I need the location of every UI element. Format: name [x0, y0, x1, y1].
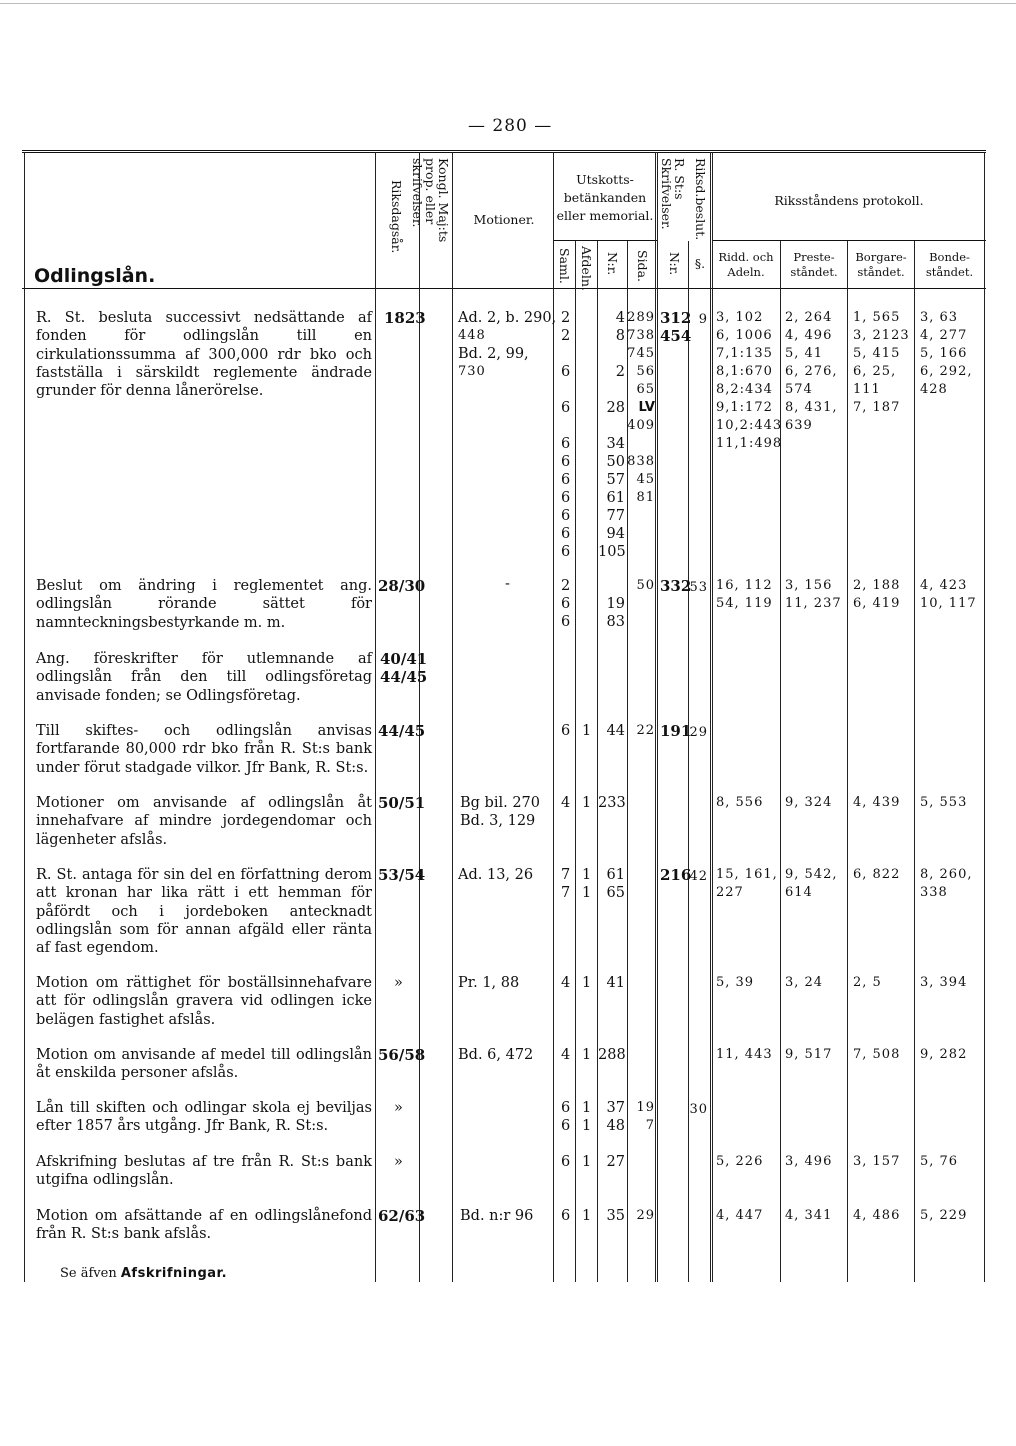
rst-nr-cell: 191 — [660, 722, 692, 740]
saml-cell: 6 — [561, 526, 571, 542]
entry-year: 62/63 — [378, 1207, 426, 1225]
nr-cell: 65 — [606, 885, 625, 901]
nr-cell: 34 — [606, 436, 625, 452]
sida-cell: 45 — [636, 472, 655, 487]
header-bonde2: ståndet. — [925, 265, 974, 279]
afdeln-cell: 1 — [582, 1047, 592, 1063]
header-sub-rule-utskotts — [553, 240, 657, 241]
header-rst-nr: N:r. — [667, 252, 682, 276]
nr-cell: 4 — [615, 310, 625, 326]
entry-description: Motion om rättighet för boställsinnehafvare att för odlingslån gravera vid odlingen icke belägen fastighet afslås. — [36, 975, 372, 1028]
entry-description: R. St. besluta successivt nedsättande af fonden för odlingslån till en cirkulationssumma af 300,000 rdr bko och fastställa i särskildt reglemente ändrade grunder för denna lånerörelse. — [36, 310, 372, 400]
saml-cell: 6 — [561, 614, 571, 630]
saml-cell: 6 — [561, 454, 571, 470]
col-rule — [780, 241, 781, 1282]
saml-cell: 6 — [561, 1208, 571, 1224]
entry-year: » — [394, 975, 403, 991]
ridd-cell: 10,2:443 — [716, 418, 783, 433]
sida-cell: 19 — [636, 1100, 655, 1115]
saml-cell: 6 — [561, 364, 571, 380]
ridd-cell: 11,1:498 — [716, 436, 783, 451]
prest-cell: 11, 237 — [785, 596, 842, 611]
prest-cell: 9, 517 — [785, 1047, 833, 1062]
nr-cell: 77 — [606, 508, 625, 524]
prest-cell: 2, 264 — [785, 310, 833, 325]
nr-cell: 50 — [606, 454, 625, 470]
header-bottom-rule — [22, 288, 986, 289]
entry-motion: Ad. 2, b. 290, — [458, 310, 557, 326]
ridd-cell: 6, 1006 — [716, 328, 773, 343]
entry-motion: 448 — [458, 328, 486, 343]
header-prest1: Preste- — [793, 250, 835, 264]
entry-year: 50/51 — [378, 794, 426, 812]
bonde-cell: 6, 292, — [920, 364, 973, 379]
sida-cell: 81 — [636, 490, 655, 505]
borg-cell: 1, 565 — [853, 310, 901, 325]
col-rule — [375, 152, 376, 1282]
header-riksdagsar: Riksdagsår. — [389, 180, 404, 254]
ridd-cell: 8,2:434 — [716, 382, 773, 397]
sida-cell: 738 — [627, 328, 655, 343]
para-cell: 53 — [689, 580, 708, 595]
afdeln-cell: 1 — [582, 723, 592, 739]
ridd-cell: 8,1:670 — [716, 364, 773, 379]
prest-cell: 3, 24 — [785, 975, 824, 990]
col-rule — [914, 241, 915, 1282]
saml-cell: 6 — [561, 1100, 571, 1116]
nr-cell: 48 — [606, 1118, 625, 1134]
borg-cell: 5, 415 — [853, 346, 901, 361]
para-cell: 9 — [698, 312, 708, 327]
entry-motion: - — [505, 576, 510, 592]
bonde-cell: 10, 117 — [920, 596, 977, 611]
saml-cell: 6 — [561, 596, 571, 612]
nr-cell: 27 — [606, 1154, 625, 1170]
header-memorial: eller memorial. — [556, 208, 654, 223]
prest-cell: 639 — [785, 418, 813, 433]
header-motioner: Motioner. — [473, 212, 535, 227]
see-also-link[interactable]: Afskrifningar. — [120, 1266, 228, 1281]
entry-motion: Bg bil. 270 — [460, 795, 540, 811]
prest-cell: 6, 276, — [785, 364, 838, 379]
rst-nr-cell: 216 — [660, 866, 692, 884]
entry-motion: Bd. 3, 129 — [460, 813, 536, 829]
entry-year: 1823 — [384, 309, 426, 327]
col-rule — [24, 152, 25, 1282]
borg-cell: 7, 187 — [853, 400, 901, 415]
sida-cell: 289 — [627, 310, 655, 325]
entry-motion: Bd. n:r 96 — [460, 1208, 534, 1224]
saml-cell: 6 — [561, 1118, 571, 1134]
saml-cell: 4 — [561, 975, 571, 991]
borg-cell: 4, 486 — [853, 1208, 901, 1223]
borg-cell: 2, 188 — [853, 578, 901, 593]
sida-cell: 50 — [636, 578, 655, 593]
saml-cell: 2 — [561, 310, 571, 326]
ridd-cell: 227 — [716, 885, 744, 900]
borg-cell: 3, 157 — [853, 1154, 901, 1169]
borg-cell: 6, 419 — [853, 596, 901, 611]
rst-nr-cell: 332 — [660, 577, 692, 595]
nr-cell: 2 — [615, 364, 625, 380]
saml-cell: 7 — [561, 867, 571, 883]
col-rule — [452, 152, 453, 1282]
ridd-cell: 15, 161, — [716, 867, 778, 882]
ridd-cell: 54, 119 — [716, 596, 773, 611]
header-afdeln: Afdeln. — [579, 246, 594, 291]
sida-cell: 838 — [627, 454, 655, 469]
borg-cell: 6, 25, — [853, 364, 897, 379]
ridd-cell: 3, 102 — [716, 310, 764, 325]
entry-description: R. St. antaga för sin del en författning derom att kronan har lika rätt i ett hemman för påfördt och i jordeboken antecknadt odlingslån som för annan afgäld eller ränta af fast egendom. — [36, 867, 372, 957]
para-cell: 29 — [689, 725, 708, 740]
entry-description: Beslut om ändring i reglementet ang. odlingslån rörande sättet för namnteckningsbestyrkande m. m. — [36, 578, 372, 631]
header-prest2: ståndet. — [790, 265, 838, 279]
header-sida: Sida. — [635, 250, 650, 282]
nr-cell: 233 — [598, 795, 626, 811]
nr-cell: 28 — [606, 400, 625, 416]
ridd-cell: 8, 556 — [716, 795, 764, 810]
saml-cell: 6 — [561, 472, 571, 488]
nr-cell: 41 — [606, 975, 625, 991]
sida-cell: 409 — [627, 418, 655, 433]
header-saml: Saml. — [557, 248, 572, 284]
header-borg2: ståndet. — [857, 265, 905, 279]
entry-year: » — [394, 1154, 403, 1170]
ridd-cell: 11, 443 — [716, 1047, 773, 1062]
bonde-cell: 4, 277 — [920, 328, 968, 343]
saml-cell: 2 — [561, 578, 571, 594]
header-riksd: Riksd.beslut. — [693, 158, 708, 241]
entry-description: Motion om anvisande af medel till odlingslån åt enskilda personer afslås. — [36, 1047, 372, 1082]
ridd-cell: 5, 226 — [716, 1154, 764, 1169]
bonde-cell: 5, 553 — [920, 795, 968, 810]
entry-motion: Bd. 6, 472 — [458, 1047, 534, 1063]
see-also-prefix: Se äfven — [60, 1266, 117, 1281]
prest-cell: 614 — [785, 885, 813, 900]
entry-motion: Ad. 13, 26 — [458, 867, 534, 883]
header-top-rule — [22, 150, 986, 153]
see-also — [60, 1266, 227, 1281]
sida-cell: 29 — [636, 1208, 655, 1223]
entry-year: 53/54 — [378, 866, 426, 884]
nr-cell: 35 — [606, 1208, 625, 1224]
afdeln-cell: 1 — [582, 1100, 592, 1116]
header-rst: R. St:s Skrifvelser. — [659, 158, 687, 230]
top-rule — [0, 3, 1016, 4]
ridd-cell: 7,1:135 — [716, 346, 773, 361]
prest-cell: 5, 41 — [785, 346, 824, 361]
rst-nr-cell: 312 — [660, 309, 692, 327]
saml-cell: 6 — [561, 723, 571, 739]
ridd-cell: 5, 39 — [716, 975, 755, 990]
entry-description: Afskrifning beslutas af tre från R. St:s bank utgifna odlingslån. — [36, 1154, 372, 1189]
sida-cell: 56 — [636, 364, 655, 379]
prest-cell: 4, 341 — [785, 1208, 833, 1223]
prest-cell: 3, 156 — [785, 578, 833, 593]
nr-cell: 37 — [606, 1100, 625, 1116]
col-rule — [710, 152, 713, 1282]
saml-cell: 6 — [561, 544, 571, 560]
entry-motion: Bd. 2, 99, — [458, 346, 529, 362]
rst-nr-cell: 454 — [660, 327, 692, 345]
saml-cell: 2 — [561, 328, 571, 344]
para-cell: 30 — [689, 1102, 708, 1117]
header-para: §. — [694, 256, 706, 271]
prest-cell: 3, 496 — [785, 1154, 833, 1169]
header-bonde1: Bonde- — [929, 250, 970, 264]
entry-year: 44/45 — [380, 668, 428, 686]
prest-cell: 9, 324 — [785, 795, 833, 810]
header-utskotts: Utskotts- — [576, 172, 634, 187]
col-rule — [688, 241, 689, 1282]
header-betankanden: betänkanden — [563, 190, 647, 205]
afdeln-cell: 1 — [582, 885, 592, 901]
borg-cell: 3, 2123 — [853, 328, 910, 343]
bonde-cell: 428 — [920, 382, 948, 397]
entry-description: Ang. föreskrifter för utlemnande af odlingslån från den till odlingsföretag anvisade fonden; se Odlingsföretag. — [36, 651, 372, 704]
col-rule — [575, 241, 576, 1282]
bonde-cell: 5, 76 — [920, 1154, 959, 1169]
bonde-cell: 3, 394 — [920, 975, 968, 990]
saml-cell: 6 — [561, 400, 571, 416]
nr-cell: 44 — [606, 723, 625, 739]
borg-cell: 4, 439 — [853, 795, 901, 810]
saml-cell: 6 — [561, 436, 571, 452]
header-sub-rule-prot — [712, 240, 986, 241]
afdeln-cell: 1 — [582, 1208, 592, 1224]
ridd-cell: 9,1:172 — [716, 400, 773, 415]
nr-cell: 8 — [615, 328, 625, 344]
nr-cell: 105 — [598, 544, 626, 560]
nr-cell: 61 — [606, 867, 625, 883]
entry-year: 44/45 — [378, 722, 426, 740]
bonde-cell: 338 — [920, 885, 948, 900]
para-cell: 42 — [689, 869, 708, 884]
borg-cell: 111 — [853, 382, 881, 397]
sida-cell: 65 — [636, 382, 655, 397]
entry-motion: 730 — [458, 364, 486, 379]
borg-cell: 7, 508 — [853, 1047, 901, 1062]
borg-cell: 2, 5 — [853, 975, 882, 990]
bonde-cell: 3, 63 — [920, 310, 959, 325]
nr-cell: 94 — [606, 526, 625, 542]
section-title: Odlingslån. — [34, 265, 156, 287]
header-ridd1: Ridd. och — [718, 250, 774, 264]
col-rule — [847, 241, 848, 1282]
entry-year: » — [394, 1100, 403, 1116]
nr-cell: 61 — [606, 490, 625, 506]
entry-description: Till skiftes- och odlingslån anvisas fortfarande 80,000 rdr bko från R. St:s bank under förut stadgade vilkor. Jfr Bank, R. St:s. — [36, 723, 372, 776]
afdeln-cell: 1 — [582, 867, 592, 883]
header-kongl: Kongl. Maj:ts prop. eller skrifvelser. — [410, 158, 451, 243]
bonde-cell: 5, 166 — [920, 346, 968, 361]
entry-description: Lån till skiften och odlingar skola ej beviljas efter 1857 års utgång. Jfr Bank, R. St:s. — [36, 1100, 372, 1135]
entry-year: 28/30 — [378, 577, 426, 595]
afdeln-cell: 1 — [582, 1154, 592, 1170]
nr-cell: 83 — [606, 614, 625, 630]
saml-cell: 6 — [561, 490, 571, 506]
entry-description: Motion om afsättande af en odlingslånefond från R. St:s bank afslås. — [36, 1208, 372, 1243]
bonde-cell: 4, 423 — [920, 578, 968, 593]
header-nr: N:r. — [605, 252, 620, 276]
sida-cell: 7 — [645, 1118, 655, 1133]
saml-cell: 6 — [561, 508, 571, 524]
sida-cell: 745 — [627, 346, 655, 361]
saml-cell: 7 — [561, 885, 571, 901]
prest-cell: 8, 431, — [785, 400, 838, 415]
header-prot: Riksståndens protokoll. — [774, 193, 924, 208]
bonde-cell: 8, 260, — [920, 867, 973, 882]
saml-cell: 4 — [561, 1047, 571, 1063]
saml-cell: 6 — [561, 1154, 571, 1170]
sida-cell: 22 — [636, 723, 655, 738]
prest-cell: 4, 496 — [785, 328, 833, 343]
entry-year: 40/41 — [380, 650, 428, 668]
bonde-cell: 9, 282 — [920, 1047, 968, 1062]
saml-cell: 4 — [561, 795, 571, 811]
nr-cell: 57 — [606, 472, 625, 488]
entry-motion: Pr. 1, 88 — [458, 975, 520, 991]
nr-cell: 19 — [606, 596, 625, 612]
prest-cell: 574 — [785, 382, 813, 397]
bonde-cell: 5, 229 — [920, 1208, 968, 1223]
entry-year: 56/58 — [378, 1046, 426, 1064]
afdeln-cell: 1 — [582, 795, 592, 811]
borg-cell: 6, 822 — [853, 867, 901, 882]
prest-cell: 9, 542, — [785, 867, 838, 882]
ridd-cell: 16, 112 — [716, 578, 773, 593]
header-ridd2: Adeln. — [727, 265, 765, 279]
afdeln-cell: 1 — [582, 1118, 592, 1134]
ridd-cell: 4, 447 — [716, 1208, 764, 1223]
entry-description: Motioner om anvisande af odlingslån åt innehafvare af mindre jordegendomar och lägenheter afslås. — [36, 795, 372, 848]
col-rule — [984, 152, 985, 1282]
sida-cell: LV — [638, 400, 655, 415]
nr-cell: 288 — [598, 1047, 626, 1063]
col-rule — [655, 152, 658, 1282]
header-borg1: Borgare- — [855, 250, 907, 264]
page-number: — 280 — — [468, 116, 553, 136]
afdeln-cell: 1 — [582, 975, 592, 991]
